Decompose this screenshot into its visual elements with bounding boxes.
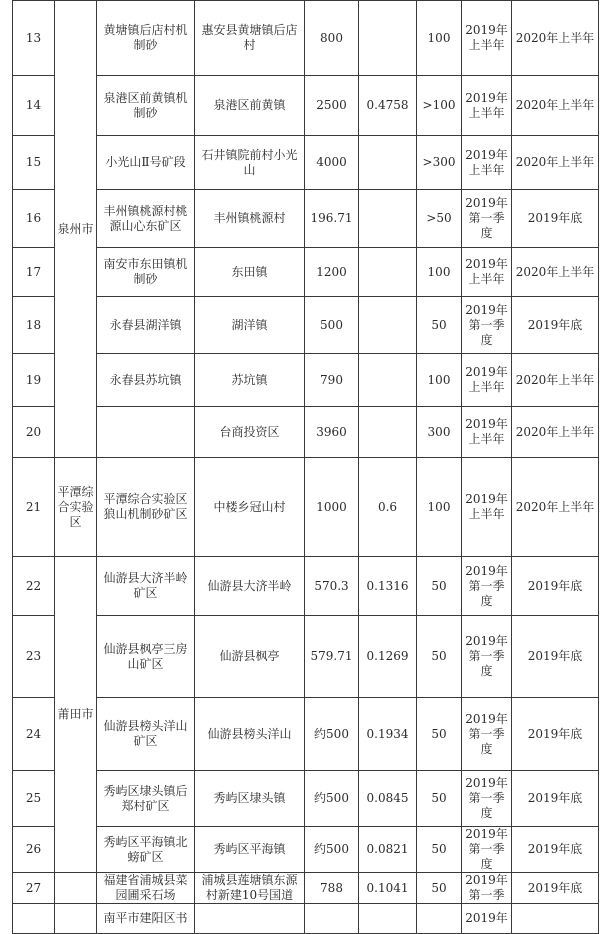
area: 0.1041 bbox=[359, 873, 417, 904]
capacity: 196.71 bbox=[305, 190, 359, 248]
investment: 100 bbox=[417, 354, 462, 407]
finish-time: 2019年底 bbox=[512, 297, 599, 354]
table-row bbox=[13, 771, 599, 827]
project-location bbox=[195, 904, 305, 934]
investment: 100 bbox=[417, 458, 462, 557]
capacity: 1200 bbox=[305, 248, 359, 297]
investment: 50 bbox=[417, 557, 462, 616]
project-name: 秀屿区平海镇北螃矿区 bbox=[97, 827, 195, 873]
area bbox=[359, 1, 417, 76]
investment: 100 bbox=[417, 248, 462, 297]
investment: >300 bbox=[417, 136, 462, 190]
finish-time: 2020年上半年 bbox=[512, 248, 599, 297]
start-time: 2019年上半年 bbox=[462, 458, 512, 557]
capacity bbox=[305, 904, 359, 934]
area: 0.0821 bbox=[359, 827, 417, 873]
capacity: 790 bbox=[305, 354, 359, 407]
project-location: 仙游县枫亭 bbox=[195, 616, 305, 698]
area: 0.0845 bbox=[359, 771, 417, 827]
start-time: 2019年第一季度 bbox=[462, 190, 512, 248]
investment: 50 bbox=[417, 873, 462, 904]
capacity: 3960 bbox=[305, 407, 359, 458]
row-number: 23 bbox=[13, 616, 55, 698]
project-location: 石井镇院前村小光山 bbox=[195, 136, 305, 190]
project-name: 平潭综合实验区狼山机制砂矿区 bbox=[97, 458, 195, 557]
finish-time: 2020年上半年 bbox=[512, 1, 599, 76]
investment: 100 bbox=[417, 1, 462, 76]
city-cell-empty bbox=[55, 904, 97, 934]
finish-time bbox=[512, 904, 599, 934]
capacity: 800 bbox=[305, 1, 359, 76]
table-row bbox=[13, 76, 599, 136]
area bbox=[359, 904, 417, 934]
row-number: 17 bbox=[13, 248, 55, 297]
start-time: 2019年 bbox=[462, 904, 512, 934]
start-time: 2019年上半年 bbox=[462, 354, 512, 407]
table-row bbox=[13, 407, 599, 458]
investment: 50 bbox=[417, 771, 462, 827]
project-name: 丰州镇桃源村桃源山心东矿区 bbox=[97, 190, 195, 248]
area: 0.1269 bbox=[359, 616, 417, 698]
start-time: 2019年上半年 bbox=[462, 248, 512, 297]
finish-time: 2019年底 bbox=[512, 873, 599, 904]
finish-time: 2019年底 bbox=[512, 698, 599, 771]
finish-time: 2019年底 bbox=[512, 771, 599, 827]
capacity: 约500 bbox=[305, 827, 359, 873]
table-row bbox=[13, 458, 599, 557]
table-row bbox=[13, 297, 599, 354]
start-time: 2019年第一季度 bbox=[462, 698, 512, 771]
finish-time: 2019年底 bbox=[512, 827, 599, 873]
project-location: 中楼乡冠山村 bbox=[195, 458, 305, 557]
project-location: 仙游县大济半岭 bbox=[195, 557, 305, 616]
project-location: 秀屿区埭头镇 bbox=[195, 771, 305, 827]
row-number: 16 bbox=[13, 190, 55, 248]
table-row bbox=[13, 873, 599, 904]
row-number: 22 bbox=[13, 557, 55, 616]
table-row bbox=[13, 557, 599, 616]
row-number: 13 bbox=[13, 1, 55, 76]
area: 0.6 bbox=[359, 458, 417, 557]
capacity: 约500 bbox=[305, 698, 359, 771]
table-row bbox=[13, 827, 599, 873]
table-row bbox=[13, 248, 599, 297]
start-time: 2019年上半年 bbox=[462, 407, 512, 458]
investment: 50 bbox=[417, 297, 462, 354]
project-location: 苏坑镇 bbox=[195, 354, 305, 407]
project-location: 惠安县黄塘镇后店村 bbox=[195, 1, 305, 76]
project-location: 湖洋镇 bbox=[195, 297, 305, 354]
table-row bbox=[13, 1, 599, 76]
area: 0.1316 bbox=[359, 557, 417, 616]
finish-time: 2020年上半年 bbox=[512, 136, 599, 190]
project-location: 丰州镇桃源村 bbox=[195, 190, 305, 248]
start-time: 2019年第一季度 bbox=[462, 616, 512, 698]
project-location: 东田镇 bbox=[195, 248, 305, 297]
capacity: 788 bbox=[305, 873, 359, 904]
row-number: 14 bbox=[13, 76, 55, 136]
area bbox=[359, 136, 417, 190]
project-location: 浦城县莲塘镇东源村新建10号国道 bbox=[195, 873, 305, 904]
project-location: 秀屿区平海镇 bbox=[195, 827, 305, 873]
table-row bbox=[13, 190, 599, 248]
capacity: 2500 bbox=[305, 76, 359, 136]
capacity: 约500 bbox=[305, 771, 359, 827]
row-number: 25 bbox=[13, 771, 55, 827]
project-location: 仙游县榜头洋山 bbox=[195, 698, 305, 771]
project-table bbox=[12, 0, 599, 934]
investment: >100 bbox=[417, 76, 462, 136]
capacity: 1000 bbox=[305, 458, 359, 557]
start-time: 2019年上半年 bbox=[462, 76, 512, 136]
capacity: 579.71 bbox=[305, 616, 359, 698]
finish-time: 2020年上半年 bbox=[512, 76, 599, 136]
finish-time: 2020年上半年 bbox=[512, 458, 599, 557]
row-number: 20 bbox=[13, 407, 55, 458]
project-name: 秀屿区埭头镇后郑村矿区 bbox=[97, 771, 195, 827]
table-row bbox=[13, 904, 599, 934]
start-time: 2019年第一季度 bbox=[462, 827, 512, 873]
finish-time: 2020年上半年 bbox=[512, 407, 599, 458]
investment: 50 bbox=[417, 698, 462, 771]
investment: 50 bbox=[417, 827, 462, 873]
capacity: 500 bbox=[305, 297, 359, 354]
finish-time: 2019年底 bbox=[512, 190, 599, 248]
area bbox=[359, 407, 417, 458]
row-number: 21 bbox=[13, 458, 55, 557]
area bbox=[359, 248, 417, 297]
city-cell-quanzhou: 泉州市 bbox=[55, 1, 97, 458]
row-number: 15 bbox=[13, 136, 55, 190]
start-time: 2019年第一季度 bbox=[462, 557, 512, 616]
area: 0.1934 bbox=[359, 698, 417, 771]
capacity: 4000 bbox=[305, 136, 359, 190]
start-time: 2019年第一季度 bbox=[462, 771, 512, 827]
project-name: 南平市建阳区书 bbox=[97, 904, 195, 934]
start-time: 2019年上半年 bbox=[462, 1, 512, 76]
project-name: 黄塘镇后店村机制砂 bbox=[97, 1, 195, 76]
row-number: 18 bbox=[13, 297, 55, 354]
row-number: 19 bbox=[13, 354, 55, 407]
investment bbox=[417, 904, 462, 934]
finish-time: 2020年上半年 bbox=[512, 354, 599, 407]
investment: 50 bbox=[417, 616, 462, 698]
project-location: 台商投资区 bbox=[195, 407, 305, 458]
project-location: 泉港区前黄镇 bbox=[195, 76, 305, 136]
row-number: 26 bbox=[13, 827, 55, 873]
row-number: 24 bbox=[13, 698, 55, 771]
area: 0.4758 bbox=[359, 76, 417, 136]
start-time: 2019年第一季度 bbox=[462, 297, 512, 354]
project-name: 永春县苏坑镇 bbox=[97, 354, 195, 407]
project-name: 永春县湖洋镇 bbox=[97, 297, 195, 354]
start-time: 2019年第一季 bbox=[462, 873, 512, 904]
start-time: 2019年上半年 bbox=[462, 136, 512, 190]
finish-time: 2019年底 bbox=[512, 557, 599, 616]
table-row bbox=[13, 136, 599, 190]
area bbox=[359, 354, 417, 407]
row-number bbox=[13, 904, 55, 934]
city-cell-nanping bbox=[55, 873, 97, 904]
project-name: 仙游县榜头洋山矿区 bbox=[97, 698, 195, 771]
project-name: 小光山Ⅱ号矿段 bbox=[97, 136, 195, 190]
area bbox=[359, 190, 417, 248]
project-name: 仙游县枫亭三房山矿区 bbox=[97, 616, 195, 698]
finish-time: 2019年底 bbox=[512, 616, 599, 698]
investment: >50 bbox=[417, 190, 462, 248]
investment: 300 bbox=[417, 407, 462, 458]
table-row bbox=[13, 354, 599, 407]
capacity: 570.3 bbox=[305, 557, 359, 616]
project-name: 泉港区前黄镇机制砂 bbox=[97, 76, 195, 136]
project-name: 南安市东田镇机制砂 bbox=[97, 248, 195, 297]
row-number: 27 bbox=[13, 873, 55, 904]
project-name: 仙游县大济半岭矿区 bbox=[97, 557, 195, 616]
project-name: 福建省浦城县菜园圃采石场 bbox=[97, 873, 195, 904]
city-cell-pingtan: 平潭综合实验区 bbox=[55, 458, 97, 557]
table-row bbox=[13, 616, 599, 698]
city-cell-putian: 莆田市 bbox=[55, 557, 97, 873]
area bbox=[359, 297, 417, 354]
project-name bbox=[97, 407, 195, 458]
table-row bbox=[13, 698, 599, 771]
